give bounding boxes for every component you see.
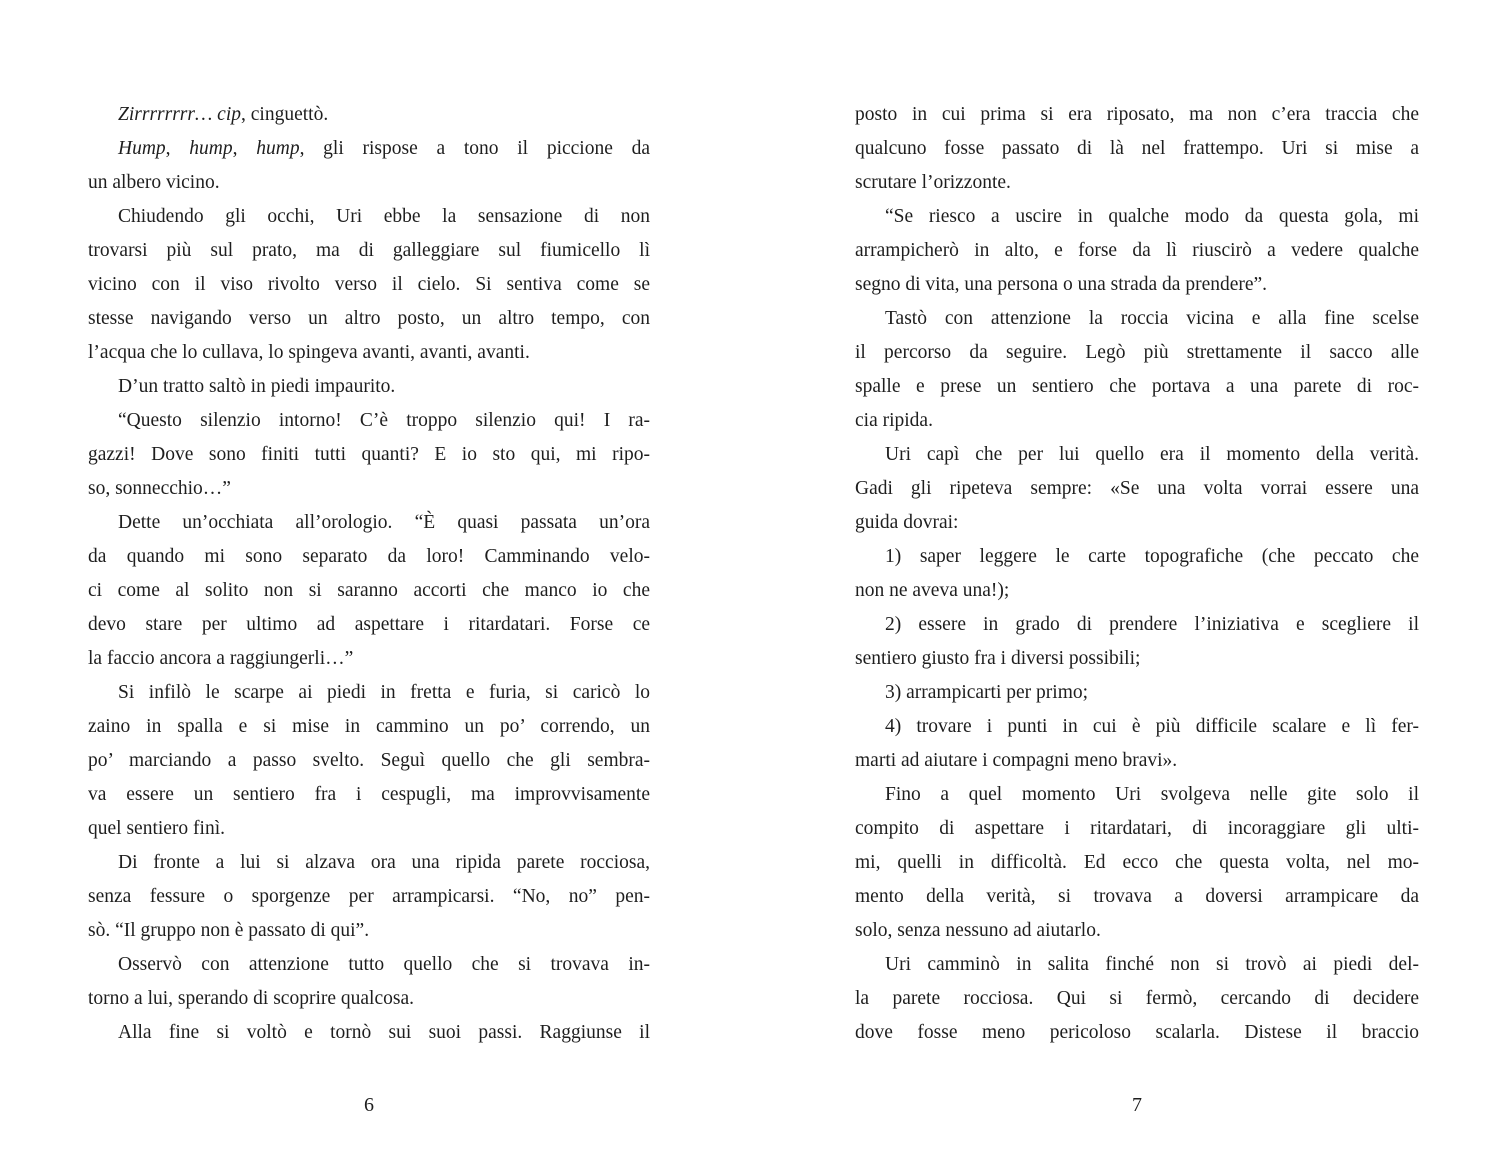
text-run: vicino con il viso rivolto verso il cielo. Si sentiva come se [88, 274, 650, 295]
text-line [855, 914, 1419, 948]
text-run: Uri capì che per lui quello era il momento della verità. [885, 444, 1419, 465]
text-line [855, 846, 1419, 880]
text-line [88, 812, 650, 846]
text-line [855, 982, 1419, 1016]
text-line [855, 574, 1419, 608]
text-line [88, 914, 650, 948]
text-line [855, 880, 1419, 914]
text-run: torno a lui, sperando di scoprire qualcosa. [88, 988, 414, 1009]
text-line [88, 234, 650, 268]
italic-text-run: hump [256, 138, 300, 159]
text-line [88, 880, 650, 914]
text-run: la parete rocciosa. Qui si fermò, cercando di decidere [855, 988, 1419, 1009]
text-line [88, 404, 650, 438]
italic-text-run: Hump [118, 138, 166, 159]
text-line [88, 370, 650, 404]
text-run: Dette un’occhiata all’orologio. “È quasi passata un’ora [118, 512, 650, 533]
text-run: stesse navigando verso un altro posto, un altro tempo, con [88, 308, 650, 329]
text-line [855, 438, 1419, 472]
text-line [88, 166, 650, 200]
text-line [88, 540, 650, 574]
text-run: va essere un sentiero fra i cespugli, ma improvvisamente [88, 784, 650, 805]
text-line [855, 676, 1419, 710]
text-run: 4) trovare i punti in cui è più difficile scalare e lì fer- [885, 716, 1419, 737]
text-line [855, 812, 1419, 846]
text-run: spalle e prese un sentiero che portava a una parete di roc- [855, 376, 1419, 397]
text-line [88, 438, 650, 472]
text-run: sentiero giusto fra i diversi possibili; [855, 648, 1141, 669]
text-run: mento della verità, si trovava a doversi arrampicare da [855, 886, 1419, 907]
text-run: Gadi gli ripeteva sempre: «Se una volta vorrai essere una [855, 478, 1419, 499]
text-line [855, 268, 1419, 302]
page-number-right: 7 [1132, 1094, 1142, 1116]
text-run: qualcuno fosse passato di là nel frattempo. Uri si mise a [855, 138, 1419, 159]
text-line [855, 948, 1419, 982]
text-line [88, 302, 650, 336]
text-run: “Questo silenzio intorno! C’è troppo silenzio qui! I ra- [118, 410, 650, 431]
text-run: la faccio ancora a raggiungerli…” [88, 648, 354, 669]
text-line [855, 710, 1419, 744]
text-line [88, 676, 650, 710]
text-run: solo, senza nessuno ad aiutarlo. [855, 920, 1101, 941]
italic-text-run: hump [189, 138, 233, 159]
text-run: marti ad aiutare i compagni meno bravi». [855, 750, 1178, 771]
text-line [88, 948, 650, 982]
text-run: l’acqua che lo cullava, lo spingeva avanti, avanti, avanti. [88, 342, 530, 363]
text-run: Tastò con attenzione la roccia vicina e alla fine scelse [885, 308, 1419, 329]
text-run: Si infilò le scarpe ai piedi in fretta e furia, si caricò lo [118, 682, 650, 703]
page-right-text-block [855, 98, 1419, 1050]
text-line [855, 642, 1419, 676]
text-run: devo stare per ultimo ad aspettare i ritardatari. Forse ce [88, 614, 650, 635]
text-run: Di fronte a lui si alzava ora una ripida parete rocciosa, [118, 852, 650, 873]
text-line [855, 200, 1419, 234]
text-run: zaino in spalla e si mise in cammino un po’ correndo, un [88, 716, 650, 737]
text-run: po’ marciando a passo svelto. Seguì quello che gli sembra- [88, 750, 650, 771]
text-line [88, 1016, 650, 1050]
text-run: , gli rispose a tono il piccione da [299, 138, 651, 159]
text-line [855, 336, 1419, 370]
text-run: Fino a quel momento Uri svolgeva nelle gite solo il [885, 784, 1419, 805]
text-run: D’un tratto saltò in piedi impaurito. [118, 376, 396, 397]
text-line [855, 472, 1419, 506]
text-run: gazzi! Dove sono finiti tutti quanti? E io sto qui, mi ripo- [88, 444, 650, 465]
text-line [855, 744, 1419, 778]
text-run: un albero vicino. [88, 172, 220, 193]
text-line [855, 608, 1419, 642]
text-line [88, 132, 650, 166]
page-left-text-block [88, 98, 650, 1050]
text-run: 2) essere in grado di prendere l’iniziativa e scegliere il [885, 614, 1419, 635]
text-line [88, 200, 650, 234]
text-line [855, 540, 1419, 574]
text-line [855, 166, 1419, 200]
text-line [88, 472, 650, 506]
text-line [855, 302, 1419, 336]
text-line [855, 506, 1419, 540]
text-run: Osservò con attenzione tutto quello che si trovava in- [118, 954, 650, 975]
text-line [88, 574, 650, 608]
text-line [855, 98, 1419, 132]
text-run: 3) arrampicarti per primo; [885, 682, 1089, 703]
text-line [88, 98, 650, 132]
text-line [855, 778, 1419, 812]
text-line [88, 982, 650, 1016]
text-run: compito di aspettare i ritardatari, di incoraggiare gli ulti- [855, 818, 1419, 839]
text-line [88, 846, 650, 880]
text-line [855, 370, 1419, 404]
text-line [88, 268, 650, 302]
text-run: mi, quelli in difficoltà. Ed ecco che questa volta, nel mo- [855, 852, 1419, 873]
text-run: “Se riesco a uscire in qualche modo da questa gola, mi [885, 206, 1419, 227]
text-run: quel sentiero finì. [88, 818, 226, 839]
text-line [88, 336, 650, 370]
text-run: Chiudendo gli occhi, Uri ebbe la sensazione di non [118, 206, 650, 227]
text-run: Uri camminò in salita finché non si trovò ai piedi del- [885, 954, 1419, 975]
text-line [88, 744, 650, 778]
text-run: trovarsi più sul prato, ma di galleggiare sul fiumicello lì [88, 240, 650, 261]
text-run: ci come al solito non si saranno accorti che manco io che [88, 580, 650, 601]
text-line [88, 710, 650, 744]
text-run: , [232, 138, 257, 159]
text-line [855, 404, 1419, 438]
text-line [88, 778, 650, 812]
text-run: da quando mi sono separato da loro! Camminando velo- [88, 546, 650, 567]
text-run: so, sonnecchio…” [88, 478, 231, 499]
text-line [855, 1016, 1419, 1050]
text-run: sò. “Il gruppo non è passato di qui”. [88, 920, 370, 941]
text-line [855, 132, 1419, 166]
page-number-left: 6 [364, 1094, 374, 1116]
text-run: , cinguettò. [241, 104, 329, 125]
text-run: cia ripida. [855, 410, 933, 431]
text-run: non ne aveva una!); [855, 580, 1010, 601]
text-run: Alla fine si voltò e tornò sui suoi passi. Raggiunse il [118, 1022, 650, 1043]
text-run: guida dovrai: [855, 512, 959, 533]
text-run: dove fosse meno pericoloso scalarla. Distese il braccio [855, 1022, 1419, 1043]
text-line [88, 506, 650, 540]
text-run: segno di vita, una persona o una strada da prendere”. [855, 274, 1268, 295]
text-run: scrutare l’orizzonte. [855, 172, 1011, 193]
italic-text-run: Zirrrrrrrr… cip [118, 104, 242, 125]
text-line [88, 608, 650, 642]
text-run: senza fessure o sporgenze per arrampicarsi. “No, no” pen- [88, 886, 650, 907]
text-run: arrampicherò in alto, e forse da lì riuscirò a vedere qualche [855, 240, 1419, 261]
text-run: 1) saper leggere le carte topografiche (che peccato che [885, 546, 1419, 567]
text-line [88, 642, 650, 676]
text-run: il percorso da seguire. Legò più strettamente il sacco alle [855, 342, 1419, 363]
text-run: , [165, 138, 190, 159]
text-run: posto in cui prima si era riposato, ma non c’era traccia che [855, 104, 1419, 125]
text-line [855, 234, 1419, 268]
